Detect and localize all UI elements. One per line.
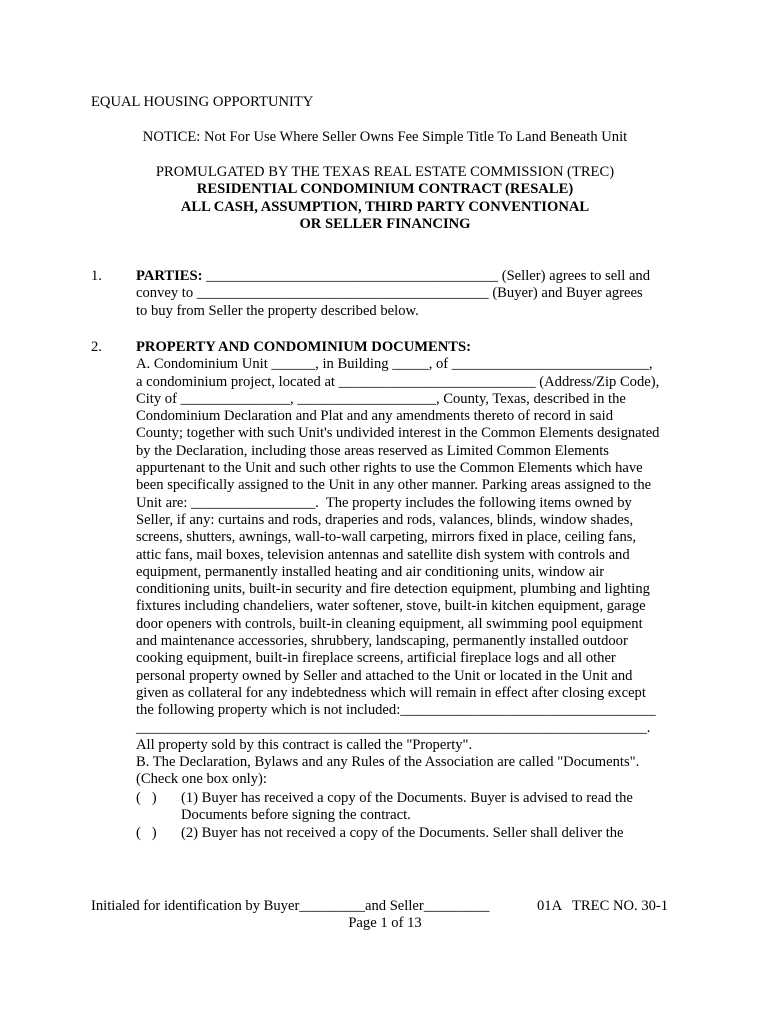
section-2-line: personal property owned by Seller and attached to the Unit or located in the Unit and <box>136 667 633 684</box>
form-id: 01A TREC NO. 30-1 <box>537 898 669 914</box>
section-2-line: been specifically assigned to the Unit in any other manner. Parking areas assigned to the <box>136 477 652 494</box>
section-2-line: fixtures including chandeliers, water softener, stove, built-in kitchen equipment, garage <box>136 598 646 615</box>
section-2-number: 2. <box>91 339 102 355</box>
section-2-line: appurtenant to the Unit and such other rights to use the Common Elements which have <box>136 460 643 477</box>
section-2-line: Unit are: _________________. The property includes the following items owned by <box>136 494 632 511</box>
section-2-line: A. Condominium Unit ______, in Building _____, of ___________________________, <box>136 356 653 373</box>
section-2-line: given as collateral for any indebtedness which will remain in effect after closing except <box>136 684 646 701</box>
document-title-line-1: RESIDENTIAL CONDOMINIUM CONTRACT (RESALE) <box>196 181 574 197</box>
section-2-heading: PROPERTY AND CONDOMINIUM DOCUMENTS: <box>136 339 471 355</box>
section-2-line: All property sold by this contract is called the "Property". <box>136 736 473 753</box>
section-1-line: convey to ________________________________________ (Buyer) and Buyer agrees <box>136 285 643 302</box>
section-2-line: attic fans, mail boxes, television antennas and satellite dish system with controls and <box>136 546 630 563</box>
promulgated-line: PROMULGATED BY THE TEXAS REAL ESTATE COMMISSION (TREC) <box>155 164 615 180</box>
option-1-text-line-2: Documents before signing the contract. <box>181 807 411 823</box>
section-2-line: Seller, if any: curtains and rods, draperies and rods, valances, blinds, window shades, <box>136 511 634 528</box>
option-2-checkbox[interactable]: ( ) <box>136 825 157 841</box>
section-2-line: Condominium Declaration and Plat and any amendments thereto of record in said <box>136 408 614 425</box>
initialed-line: Initialed for identification by Buyer_________and Seller_________ <box>91 898 490 914</box>
section-1-line <box>136 268 682 285</box>
section-2-line: (Check one box only): <box>136 771 267 788</box>
option-1-checkbox[interactable]: ( ) <box>136 790 157 806</box>
option-2-text-line-1: (2) Buyer has not received a copy of the Documents. Seller shall deliver the <box>181 825 624 841</box>
section-2-line: a condominium project, located at ___________________________ (Address/Zip Code), <box>136 373 660 390</box>
section-2-line: conditioning units, built-in security and fire detection equipment, plumbing and lighting <box>136 581 650 598</box>
section-1-line1-text: ________________________________________ (Seller) agrees to sell and <box>202 268 651 284</box>
section-2-line: B. The Declaration, Bylaws and any Rules of the Association are called "Documents". <box>136 754 640 771</box>
section-2-line: equipment, permanently installed heating and air conditioning units, window air <box>136 563 605 580</box>
section-1-body <box>136 268 682 320</box>
section-2-line: ______________________________________________________________________. <box>136 719 651 736</box>
section-2-line: by the Declaration, including those areas reserved as Limited Common Elements <box>136 442 609 459</box>
document-title-line-3: OR SELLER FINANCING <box>299 216 471 232</box>
section-2-line: the following property which is not included:___________________________________ <box>136 702 656 719</box>
notice-line: NOTICE: Not For Use Where Seller Owns Fee Simple Title To Land Beneath Unit <box>142 129 628 145</box>
section-2-line: door openers with controls, built-in cleaning equipment, all swimming pool equipment <box>136 615 643 632</box>
section-2-line: and maintenance accessories, shrubbery, landscaping, permanently installed outdoor <box>136 633 628 650</box>
section-2-line: screens, shutters, awnings, wall-to-wall carpeting, mirrors fixed in place, ceiling fans, <box>136 529 637 546</box>
section-2-line: City of _______________, ___________________, County, Texas, described in the <box>136 390 626 407</box>
section-1-number: 1. <box>91 268 102 284</box>
option-1-text-line-1: (1) Buyer has received a copy of the Documents. Buyer is advised to read the <box>181 790 633 806</box>
section-1-line: to buy from Seller the property described below. <box>136 302 419 319</box>
section-2-line: cooking equipment, built-in fireplace screens, artificial fireplace logs and all other <box>136 650 616 667</box>
section-1-heading: PARTIES: <box>136 268 203 284</box>
document-title-line-2: ALL CASH, ASSUMPTION, THIRD PARTY CONVENTIONAL <box>180 199 590 215</box>
section-2-body <box>136 339 682 789</box>
section-2-line: County; together with such Unit's undivided interest in the Common Elements designated <box>136 425 660 442</box>
equal-housing-label: EQUAL HOUSING OPPORTUNITY <box>91 94 314 110</box>
page-number: Page 1 of 13 <box>348 915 422 931</box>
